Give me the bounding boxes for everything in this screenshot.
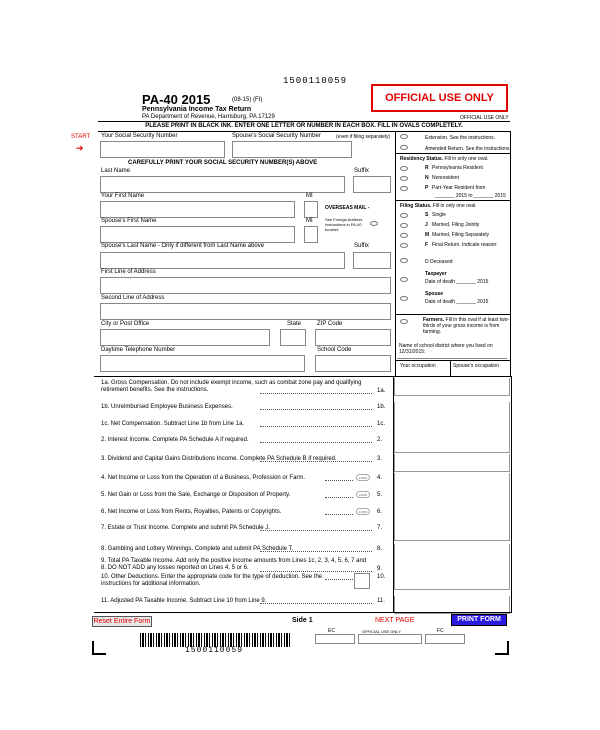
ssn-input[interactable] bbox=[100, 141, 225, 158]
official-box bbox=[358, 634, 422, 644]
corner-mark-left bbox=[92, 641, 106, 655]
dot-leader bbox=[260, 409, 372, 410]
top-barcode-number: 1500110059 bbox=[283, 76, 348, 86]
line-text: 9. Total PA Taxable Income. Add only the positive income amounts from Lines 1c, 2, 3, 4, 5, 6, 7 and 8. DO NOT ADD any losses reported on Lines 4, 5 or 6. bbox=[101, 558, 367, 571]
fc-label: FC bbox=[437, 628, 444, 634]
line-text: 3. Dividend and Capital Gains Distributions Income. Complete PA Schedule B if required. bbox=[101, 456, 337, 462]
spouse-first-input[interactable] bbox=[100, 226, 295, 243]
filing-label: Single bbox=[432, 212, 446, 218]
line-number: 1a. bbox=[377, 388, 386, 394]
filing-oval-j[interactable] bbox=[400, 223, 408, 228]
line-number: 4. bbox=[377, 475, 383, 481]
amount-input[interactable] bbox=[394, 435, 510, 453]
dot-leader bbox=[260, 571, 372, 572]
dot-leader bbox=[325, 497, 353, 498]
amount-input[interactable] bbox=[394, 402, 510, 420]
address2-input[interactable] bbox=[100, 303, 391, 320]
start-label: START bbox=[71, 134, 91, 140]
filing-label: Married, Filing Separately bbox=[432, 232, 489, 238]
filing-label: Final Return. Indicate reason: bbox=[432, 242, 498, 248]
residency-oval-p[interactable] bbox=[400, 186, 408, 191]
dot-leader bbox=[260, 426, 372, 427]
spouse-occupation-label: Spouse's occupation bbox=[453, 363, 499, 369]
residency-label: Nonresident bbox=[432, 175, 459, 181]
corner-mark-right bbox=[495, 641, 509, 655]
overseas-oval[interactable] bbox=[370, 221, 378, 226]
line-number: 6. bbox=[377, 509, 383, 515]
line-text: 2. Interest Income. Complete PA Schedule A if required. bbox=[101, 437, 249, 443]
line-text: 10. Other Deductions. Enter the appropriate code for the type of deduction. See the instructions for additional information. bbox=[101, 574, 323, 587]
ec-box bbox=[315, 634, 355, 644]
line-number: 3. bbox=[377, 456, 383, 462]
phone-input[interactable] bbox=[100, 355, 305, 372]
spouse-mi-label: MI bbox=[306, 218, 313, 224]
filing-oval-f[interactable] bbox=[400, 243, 408, 248]
official-use-small: OFFICIAL USE ONLY bbox=[460, 115, 509, 121]
dot-leader bbox=[260, 551, 372, 552]
spouse-ssn-input[interactable] bbox=[232, 141, 352, 158]
dot-leader bbox=[260, 603, 372, 604]
filing-oval-m[interactable] bbox=[400, 233, 408, 238]
address2-label: Second Line of Address bbox=[101, 295, 165, 301]
fc-box bbox=[425, 634, 465, 644]
taxpayer-label: Taxpayer bbox=[425, 271, 447, 277]
line-number: 2. bbox=[377, 437, 383, 443]
footer-barcode-number: 1500110059 bbox=[185, 646, 244, 655]
amended-label: Amended Return. See the instructions. bbox=[425, 146, 511, 152]
residency-heading: Residency Status. Fill in only one oval. bbox=[400, 156, 489, 162]
overseas-label: OVERSEAS MAIL - bbox=[325, 205, 370, 211]
print-form-button[interactable]: PRINT FORM bbox=[451, 614, 507, 626]
filing-code: M bbox=[425, 232, 430, 238]
line-text: 6. Net Income or Loss from Rents, Royalties, Patents or Copyrights. bbox=[101, 509, 282, 515]
line-number: 11. bbox=[377, 598, 385, 604]
dot-leader bbox=[260, 442, 372, 443]
filing-code: F bbox=[425, 242, 429, 248]
dot-leader bbox=[325, 514, 353, 515]
line-text: 4. Net Income or Loss from the Operation of a Business, Profession or Farm. bbox=[101, 475, 306, 481]
spouse-last-label: Spouse's Last Name - Only if different from Last Name above bbox=[101, 243, 265, 249]
deceased-label: D Deceased bbox=[425, 259, 453, 265]
last-name-input[interactable] bbox=[100, 176, 345, 193]
spouse-suffix-input[interactable] bbox=[353, 252, 391, 269]
ssn-label: Your Social Security Number bbox=[101, 133, 178, 139]
dot-leader bbox=[260, 530, 372, 531]
spouse-last-input[interactable] bbox=[100, 252, 345, 269]
filing-code: J bbox=[425, 222, 428, 228]
mi-input[interactable] bbox=[304, 201, 318, 218]
residency-label: Pennsylvania Resident bbox=[432, 165, 483, 171]
farmers-text: Farmers. Fill in this oval if at least two-thirds of your gross income is from farming. bbox=[423, 317, 510, 335]
amended-oval[interactable] bbox=[400, 145, 408, 150]
taxpayer-death-date: Date of death _______ 2015 bbox=[425, 279, 489, 285]
suffix-input[interactable] bbox=[353, 176, 391, 193]
zip-input[interactable] bbox=[315, 329, 391, 346]
suffix-label: Suffix bbox=[354, 168, 369, 174]
extension-label: Extension. See the instructions. bbox=[425, 135, 496, 141]
school-district-label: Name of school district where you lived on 12/31/2015: bbox=[399, 343, 493, 355]
taxpayer-deceased-oval[interactable] bbox=[400, 277, 408, 282]
start-arrow-icon: ➔ bbox=[76, 143, 84, 153]
spouse-deceased-oval[interactable] bbox=[400, 296, 408, 301]
extension-oval[interactable] bbox=[400, 134, 408, 139]
ec-label: EC bbox=[328, 628, 335, 634]
loss-oval[interactable]: LOSS bbox=[356, 491, 370, 498]
line-text: 1c. Net Compensation. Subtract Line 1b from Line 1a. bbox=[101, 421, 245, 427]
line-number: 5. bbox=[377, 492, 383, 498]
amount-input[interactable] bbox=[394, 378, 510, 396]
line-text: 5. Net Gain or Loss from the Sale, Exchange or Disposition of Property. bbox=[101, 492, 291, 498]
farmers-oval[interactable] bbox=[400, 319, 408, 324]
phone-label: Daytime Telephone Number bbox=[101, 347, 176, 353]
side-label: Side 1 bbox=[292, 617, 313, 624]
mi-label: MI bbox=[306, 193, 313, 199]
residency-label: Part-Year Resident from bbox=[432, 185, 486, 191]
line-text: 11. Adjusted PA Taxable Income. Subtract Line 10 from Line 9. bbox=[101, 598, 267, 604]
address1-input[interactable] bbox=[100, 277, 391, 294]
dot-leader bbox=[325, 480, 353, 481]
line-number: 7. bbox=[377, 525, 383, 531]
city-label: City or Post Office bbox=[101, 321, 150, 327]
deduction-code-box[interactable] bbox=[354, 573, 370, 589]
address1-label: First Line of Address bbox=[101, 269, 156, 275]
school-code-label: School Code bbox=[317, 347, 352, 353]
line-number: 1c. bbox=[377, 421, 386, 427]
reset-form-button[interactable]: Reset Entire Form bbox=[93, 618, 151, 625]
department-address: PA Department of Revenue, Harrisburg, PA 17129 bbox=[142, 114, 275, 120]
dot-leader bbox=[260, 393, 372, 394]
amount-input[interactable] bbox=[394, 523, 510, 541]
filing-heading: Filing Status. Fill in only one oval. bbox=[400, 203, 477, 209]
loss-oval[interactable]: LOSS bbox=[356, 474, 370, 481]
dot-leader bbox=[325, 579, 353, 580]
first-name-input[interactable] bbox=[100, 201, 295, 218]
zip-label: ZIP Code bbox=[317, 321, 343, 327]
amount-input[interactable] bbox=[394, 490, 510, 508]
line-number: 9. bbox=[377, 566, 383, 572]
amount-input[interactable] bbox=[394, 572, 510, 590]
loss-oval[interactable]: LOSS bbox=[356, 508, 370, 515]
residency-oval-n[interactable] bbox=[400, 176, 408, 181]
footer-barcode bbox=[140, 633, 290, 647]
spouse-first-label: Spouse's First Name bbox=[101, 218, 157, 224]
filing-oval-s[interactable] bbox=[400, 213, 408, 218]
residency-code: N bbox=[425, 175, 429, 181]
line-text: 8. Gambling and Lottery Winnings. Complete and submit PA Schedule T. bbox=[101, 546, 294, 552]
deceased-oval[interactable] bbox=[400, 258, 408, 263]
spouse-mi-input[interactable] bbox=[304, 226, 318, 243]
filing-code: S bbox=[425, 212, 429, 218]
form-title: PA-40 2015 bbox=[142, 92, 211, 107]
form-subtitle: Pennsylvania Income Tax Return bbox=[142, 106, 252, 113]
school-district-input[interactable] bbox=[397, 358, 507, 359]
state-label: State bbox=[287, 321, 302, 327]
form-version: (08-15) (FI) bbox=[232, 97, 263, 103]
line-number: 8. bbox=[377, 546, 383, 552]
spouse-ssn-note: (even if filing separately) bbox=[336, 134, 391, 140]
line-number: 1b. bbox=[377, 404, 386, 410]
amount-input[interactable] bbox=[394, 473, 510, 491]
spouse-suffix-label: Suffix bbox=[354, 243, 369, 249]
state-input[interactable] bbox=[280, 329, 306, 346]
line-text: 1a. Gross Compensation. Do not include exempt income, such as combat zone pay and qualifying retirement benefits. See the instructions. bbox=[101, 380, 362, 393]
residency-code: R bbox=[425, 165, 429, 171]
spouse-ssn-label: Spouse's Social Security Number bbox=[232, 133, 321, 139]
city-input[interactable] bbox=[100, 329, 270, 346]
amount-input[interactable] bbox=[394, 454, 510, 472]
your-occupation-label: Your occupation bbox=[400, 363, 436, 369]
line-number: 10. bbox=[377, 574, 386, 580]
residency-oval-r[interactable] bbox=[400, 166, 408, 171]
spouse-label: Spouse bbox=[425, 291, 444, 297]
spouse-death-date: Date of death _______ 2015 bbox=[425, 299, 489, 305]
official-use-box: OFFICIAL USE ONLY bbox=[371, 84, 508, 112]
next-page-button[interactable]: NEXT PAGE bbox=[375, 617, 415, 624]
line-text: 1b. Unreimbursed Employee Business Expenses. bbox=[101, 404, 233, 410]
overseas-note: See Foreign Address Instructions in PA-40 booklet. bbox=[325, 217, 363, 232]
first-name-label: Your First Name bbox=[101, 193, 145, 199]
dot-leader bbox=[260, 461, 372, 462]
residency-dates: _______ 2015 to _______ 2015 bbox=[435, 193, 506, 199]
filing-label: Married, Filing Jointly bbox=[432, 222, 480, 228]
instruction-banner: PLEASE PRINT IN BLACK INK. ENTER ONE LETTER OR NUMBER IN EACH BOX. FILL IN OVALS COMPLETELY. bbox=[145, 123, 463, 129]
last-name-label: Last Name bbox=[101, 168, 131, 174]
school-code-input[interactable] bbox=[315, 355, 391, 372]
footer-official-use: OFFICIAL USE ONLY bbox=[362, 629, 401, 634]
print-ssn-heading: CAREFULLY PRINT YOUR SOCIAL SECURITY NUMBER(S) ABOVE bbox=[128, 160, 318, 166]
line-text: 7. Estate or Trust Income. Complete and submit PA Schedule J. bbox=[101, 525, 270, 531]
residency-code: P bbox=[425, 185, 429, 191]
